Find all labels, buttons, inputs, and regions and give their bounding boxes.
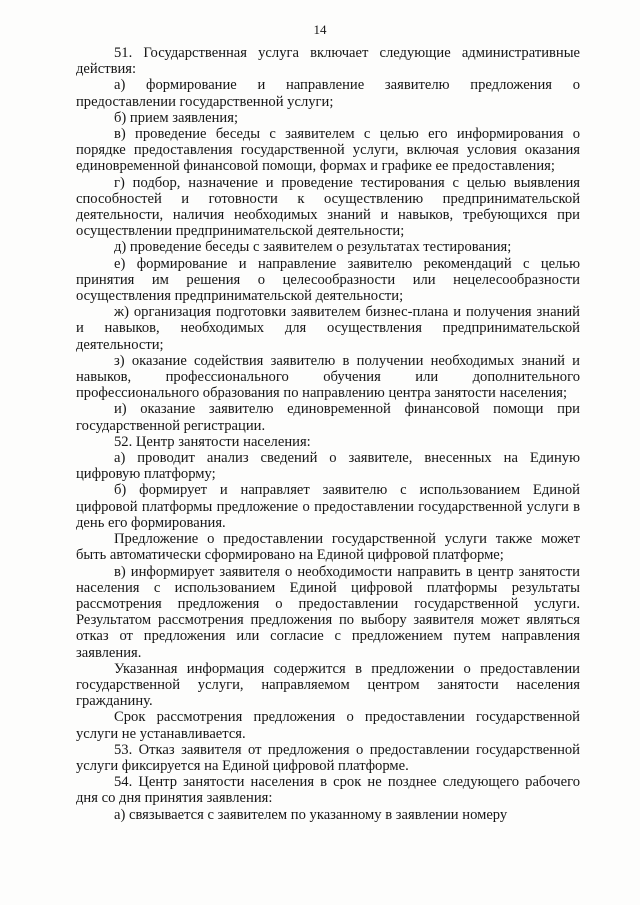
document-body <box>76 45 580 823</box>
paragraph-51-z: з) оказание содействия заявителю в получении необходимых знаний и навыков, профессионального обучения или дополнительного профессионального образования по направлению центра занятости населения; <box>76 352 580 402</box>
paragraph-51-e: е) формирование и направление заявителю рекомендаций с целью принятия им решения о целесообразности или нецелесообразности осуществления предпринимательской деятельности; <box>76 255 580 305</box>
paragraph-51-v: в) проведение беседы с заявителем с целью его информирования о порядке предоставления государственной услуги, включая условия оказания единовременной финансовой помощи, формах и графике ее предоставления; <box>76 126 580 175</box>
paragraph-52: 52. Центр занятости населения: <box>114 433 311 450</box>
paragraph-51-zh: ж) организация подготовки заявителем бизнес-плана и получения знаний и навыков, необходимых для осуществления предпринимательской деятельности; <box>76 304 580 353</box>
paragraph-54: 54. Центр занятости населения в срок не позднее следующего рабочего дня со дня принятия заявления: <box>76 774 580 807</box>
paragraph-52-term: Срок рассмотрения предложения о предоставлении государственной услуги не устанавливается. <box>76 709 580 742</box>
page-number: 14 <box>313 22 327 37</box>
paragraph-54-a: а) связывается с заявителем по указанному в заявлении номеру <box>114 806 508 823</box>
paragraph-52-b: б) формирует и направляет заявителю с использованием Единой цифровой платформы предложение о предоставлении государственной услуги в день его формирования. <box>76 482 580 531</box>
paragraph-52-info: Указанная информация содержится в предложении о предоставлении государственной услуги, направляемом центром занятости населения гражданину. <box>76 660 580 710</box>
paragraph-51-a: а) формирование и направление заявителю предложения о предоставлении государственной услуги; <box>76 77 580 110</box>
paragraph-52-b-note: Предложение о предоставлении государственной услуги также может быть автоматически сформировано на Единой цифровой платформе; <box>76 531 580 564</box>
paragraph-51-i: и) оказание заявителю единовременной финансовой помощи при государственной регистрации. <box>76 401 580 434</box>
paragraph-51: 51. Государственная услуга включает следующие административные действия: <box>76 45 580 78</box>
paragraph-51-d: д) проведение беседы с заявителем о результатах тестирования; <box>114 239 512 256</box>
paragraph-53: 53. Отказ заявителя от предложения о предоставлении государственной услуги фиксируется на Единой цифровой платформе. <box>76 741 580 774</box>
paragraph-52-v: в) информирует заявителя о необходимости направить в центр занятости населения с использованием Единой цифровой платформы результаты рассмотрения предложения о предоставлении государственной услуги. Результатом рассмотрения предложения по выбору заявителя может являться отказ от предложения или согласие с предложением путем направления заявления. <box>76 563 580 661</box>
paragraph-52-a: а) проводит анализ сведений о заявителе, внесенных на Единую цифровую платформу; <box>76 450 580 483</box>
paragraph-51-g: г) подбор, назначение и проведение тестирования с целью выявления способностей и готовности к осуществлению предпринимательской деятельности, наличия необходимых знаний и навыков, требующихся при осуществлении предпринимательской деятельности; <box>76 174 580 240</box>
paragraph-51-b: б) прием заявления; <box>114 109 239 126</box>
